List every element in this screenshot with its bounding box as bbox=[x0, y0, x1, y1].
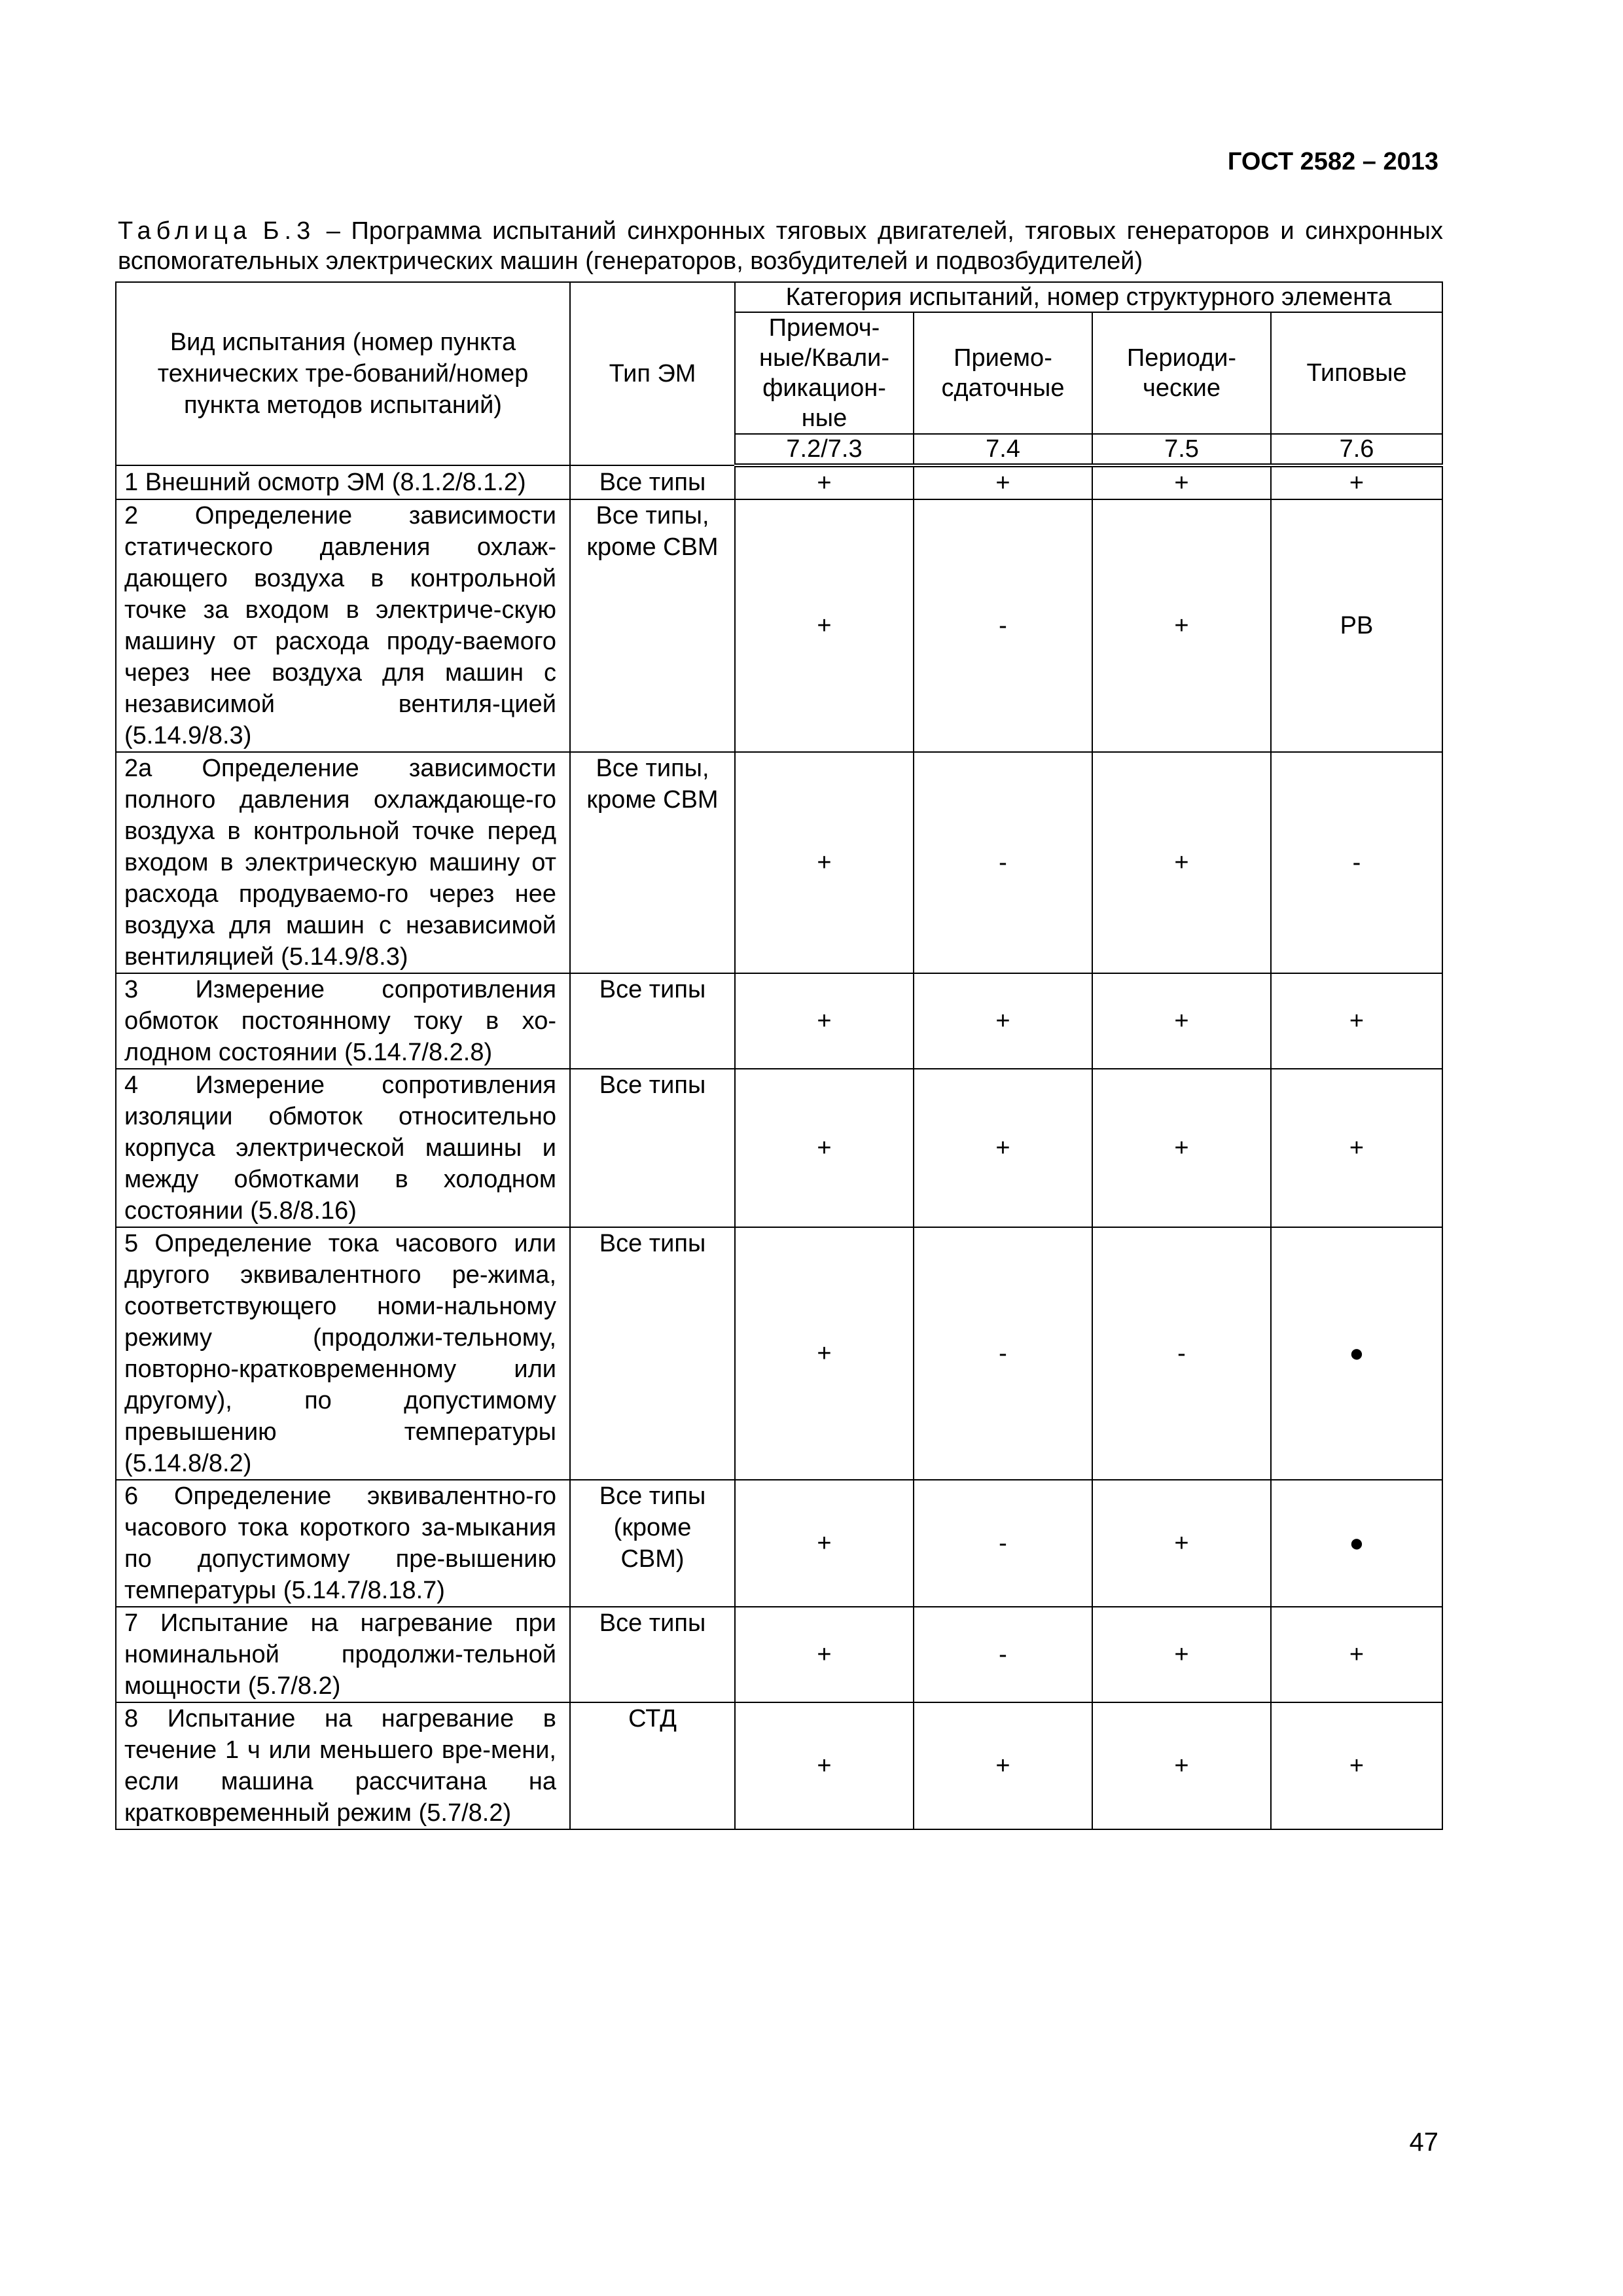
mark-cell: ● bbox=[1271, 1480, 1442, 1607]
test-name: 3 Измерение сопротивления обмоток постоянному току в хо-лодном состоянии (5.14.7/8.2.8) bbox=[116, 973, 570, 1069]
mark-cell: + bbox=[914, 1702, 1092, 1829]
mark-cell: + bbox=[1092, 1480, 1271, 1607]
mark-cell: + bbox=[1092, 499, 1271, 752]
mark-cell: + bbox=[1271, 1069, 1442, 1227]
mark-cell: - bbox=[1092, 1227, 1271, 1480]
test-name: 6 Определение эквивалентно-го часового тока короткого за-мыкания по допустимому пре-вышению температуры (5.14.7/8.18.7) bbox=[116, 1480, 570, 1607]
test-name: 1 Внешний осмотр ЭМ (8.1.2/8.1.2) bbox=[116, 465, 570, 499]
table-caption bbox=[118, 216, 1443, 276]
table-number: Б.3 bbox=[262, 217, 316, 245]
mark-cell: + bbox=[735, 1607, 914, 1702]
mark-cell: + bbox=[1092, 1069, 1271, 1227]
column-code: 7.5 bbox=[1092, 434, 1271, 465]
test-name: 8 Испытание на нагревание в течение 1 ч или меньшего вре-мени, если машина рассчитана на кратковременный режим (5.7/8.2) bbox=[116, 1702, 570, 1829]
mark-cell: - bbox=[1271, 752, 1442, 973]
mark-cell: - bbox=[914, 1607, 1092, 1702]
page-number: 47 bbox=[1409, 2128, 1438, 2157]
table-row bbox=[116, 973, 1442, 1069]
mark-cell: + bbox=[735, 1480, 914, 1607]
test-name: 2 Определение зависимости статического давления охлаж-дающего воздуха в контрольной точке за входом в электриче-скую машину от расхода проду-ваемого через нее воздуха для машин с независимой вентиля-цией (5.14.9/8.3) bbox=[116, 499, 570, 752]
document-code: ГОСТ 2582 – 2013 bbox=[1227, 148, 1438, 175]
machine-type: Все типы bbox=[570, 1607, 735, 1702]
mark-cell: + bbox=[1271, 465, 1442, 499]
column-header-type-tests: Типовые bbox=[1271, 312, 1442, 434]
table-row bbox=[116, 1607, 1442, 1702]
table-row bbox=[116, 1227, 1442, 1480]
column-header-periodic: Периоди-ческие bbox=[1092, 312, 1271, 434]
mark-cell: ● bbox=[1271, 1227, 1442, 1480]
column-header-test: Вид испытания (номер пункта технических тре-бований/номер пункта методов испытаний) bbox=[116, 282, 570, 465]
mark-cell: + bbox=[1092, 465, 1271, 499]
mark-cell: + bbox=[914, 465, 1092, 499]
machine-type: Все типы bbox=[570, 465, 735, 499]
mark-cell: + bbox=[735, 752, 914, 973]
mark-cell: - bbox=[914, 1480, 1092, 1607]
mark-cell: РВ bbox=[1271, 499, 1442, 752]
mark-cell: + bbox=[1092, 973, 1271, 1069]
mark-cell: + bbox=[735, 465, 914, 499]
machine-type: Все типы, кроме СВМ bbox=[570, 499, 735, 752]
machine-type: Все типы (кроме СВМ) bbox=[570, 1480, 735, 1607]
mark-cell: - bbox=[914, 499, 1092, 752]
mark-cell: + bbox=[735, 973, 914, 1069]
table-row bbox=[116, 1069, 1442, 1227]
column-code: 7.4 bbox=[914, 434, 1092, 465]
mark-cell: + bbox=[1271, 1607, 1442, 1702]
mark-cell: + bbox=[1092, 1607, 1271, 1702]
mark-cell: + bbox=[735, 1227, 914, 1480]
mark-cell: + bbox=[735, 499, 914, 752]
mark-cell: + bbox=[735, 1069, 914, 1227]
mark-cell: + bbox=[1092, 752, 1271, 973]
machine-type: Все типы bbox=[570, 1227, 735, 1480]
column-header-acceptance-delivery: Приемо-сдаточные bbox=[914, 312, 1092, 434]
mark-cell: + bbox=[735, 1702, 914, 1829]
mark-cell: + bbox=[914, 1069, 1092, 1227]
table-row bbox=[116, 1702, 1442, 1829]
column-code: 7.2/7.3 bbox=[735, 434, 914, 465]
mark-cell: + bbox=[1271, 1702, 1442, 1829]
column-header-type: Тип ЭМ bbox=[570, 282, 735, 465]
mark-cell: + bbox=[1092, 1702, 1271, 1829]
mark-cell: + bbox=[1271, 973, 1442, 1069]
machine-type: Все типы bbox=[570, 973, 735, 1069]
test-name: 5 Определение тока часового или другого эквивалентного ре-жима, соответствующего номи-нальному режиму (продолжи-тельному, повторно-кратковременному или другому), по допустимому превышению температуры (5.14.8/8.2) bbox=[116, 1227, 570, 1480]
test-name: 2а Определение зависимости полного давления охлаждающе-го воздуха в контрольной точке перед входом в электрическую машину от расхода продуваемо-го через нее воздуха для машин с независимой вентиляцией (5.14.9/8.3) bbox=[116, 752, 570, 973]
table-row bbox=[116, 499, 1442, 752]
table-row bbox=[116, 752, 1442, 973]
machine-type: Все типы, кроме СВМ bbox=[570, 752, 735, 973]
mark-cell: - bbox=[914, 752, 1092, 973]
column-code: 7.6 bbox=[1271, 434, 1442, 465]
table-label: Таблица bbox=[118, 217, 252, 245]
mark-cell: + bbox=[914, 973, 1092, 1069]
table-row bbox=[116, 1480, 1442, 1607]
table-row bbox=[116, 465, 1442, 499]
test-program-table bbox=[115, 281, 1443, 1830]
machine-type: СТД bbox=[570, 1702, 735, 1829]
machine-type: Все типы bbox=[570, 1069, 735, 1227]
test-name: 4 Измерение сопротивления изоляции обмоток относительно корпуса электрической машины и между обмотками в холодном состоянии (5.8/8.16) bbox=[116, 1069, 570, 1227]
mark-cell: - bbox=[914, 1227, 1092, 1480]
column-header-acceptance-qualification: Приемоч-ные/Квали-фикацион-ные bbox=[735, 312, 914, 434]
column-header-category: Категория испытаний, номер структурного элемента bbox=[735, 282, 1442, 312]
test-name: 7 Испытание на нагревание при номинальной продолжи-тельной мощности (5.7/8.2) bbox=[116, 1607, 570, 1702]
table-title: – Программа испытаний синхронных тяговых двигателей, тяговых генераторов и синхронных вспомогательных электрических машин (генераторов, возбудителей и подвозбудителей) bbox=[118, 217, 1443, 275]
